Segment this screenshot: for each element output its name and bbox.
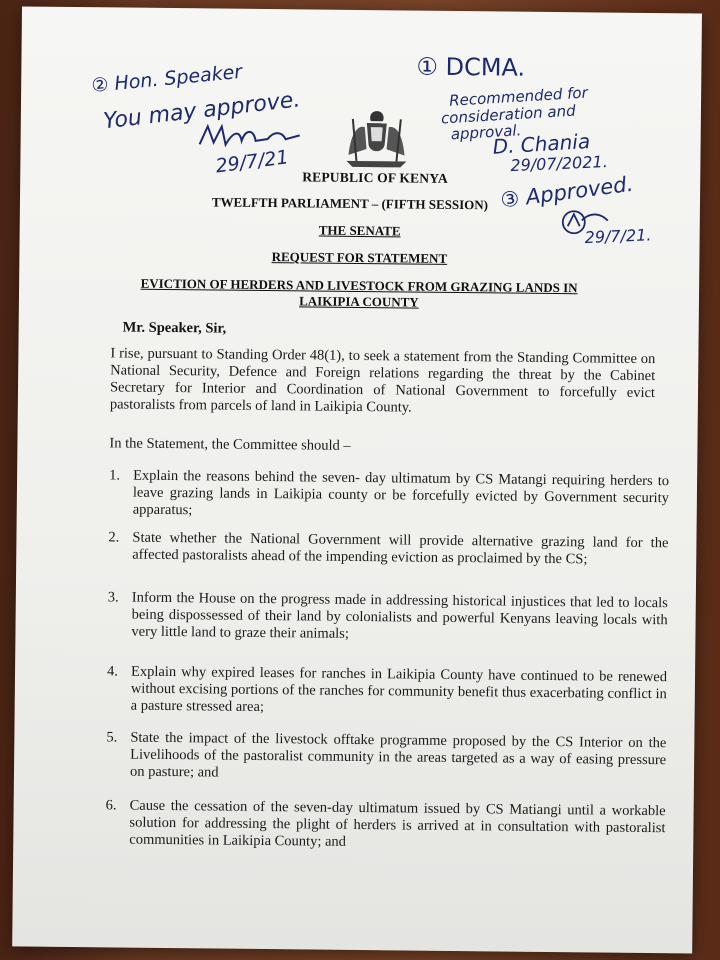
list-item-text: Explain the reasons behind the seven- day ultimatum by CS Matangi requiring herders to leave grazing lands in Laikipia county or be forcefully evicted by Government security apparatus; bbox=[132, 467, 670, 519]
list-item bbox=[107, 589, 668, 646]
handwritten-note-you-may-approve: You may approve. bbox=[102, 87, 302, 135]
list-item-number: 5. bbox=[106, 729, 118, 746]
request-for-statement-heading: REQUEST FOR STATEMENT bbox=[271, 249, 448, 266]
list-item-text: Cause the cessation of the seven-day ultimatum issued by CS Matiangi until a workable solution for addressing the plight of herders is arrived at in consultation with pastoralist communities in Laikipia County; and bbox=[129, 797, 666, 850]
handwritten-date-1: 29/7/21 bbox=[214, 146, 290, 178]
list-item-text: Inform the House on the progress made in addressing historical injustices that led to locals being dispossessed of their land by colonialists and powerful Kenyans leaving locals with very little land to graze their animals; bbox=[131, 589, 668, 642]
republic-of-kenya-heading: REPUBLIC OF KENYA bbox=[302, 169, 448, 186]
handwritten-note-recommended: Recommended for bbox=[448, 83, 589, 110]
handwritten-signature-1 bbox=[196, 120, 306, 151]
request-items-list bbox=[105, 467, 670, 850]
list-item-text: State the impact of the livestock offtake programme proposed by the CS Interior on the Livelihoods of the pastoralist community in the areas targeted as a way of easing pressure on pasture; and bbox=[129, 729, 667, 781]
handwritten-signature-chania: D. Chania bbox=[491, 129, 591, 159]
list-item bbox=[107, 663, 668, 720]
list-item-number: 3. bbox=[107, 589, 119, 606]
list-item bbox=[108, 529, 668, 569]
handwritten-date-2: 29/07/2021. bbox=[510, 152, 609, 176]
list-item-number: 4. bbox=[106, 663, 119, 680]
list-item-number: 1. bbox=[109, 467, 121, 484]
list-item-number: 2. bbox=[108, 529, 120, 546]
intro-paragraph: I rise, pursuant to Standing Order 48(1), to seek a statement from the Standing Committee on National Security, Defence and Foreign relations regarding the threat by the Cabinet Secretary for Interior and Coordination of National Government to forcefully evict pastoralists from parcels of land in Laikipia County. bbox=[109, 345, 656, 416]
committee-lead-line: In the Statement, the Committee should – bbox=[109, 435, 351, 454]
list-item-text: Explain why expired leases for ranches in Laikipia County have continued to be renewed without excising portions of the ranches for community benefit thus exacerbating conflict in a pasture stressed area; bbox=[130, 663, 668, 716]
handwritten-note-hon-speaker: ② Hon. Speaker bbox=[90, 60, 244, 98]
statement-title-line-2: LAIKIPIA COUNTY bbox=[299, 293, 419, 310]
handwritten-note-approved: ③ Approved. bbox=[499, 171, 635, 213]
salutation: Mr. Speaker, Sir, bbox=[122, 319, 227, 337]
parliament-session-heading: TWELFTH PARLIAMENT – (FIFTH SESSION) bbox=[211, 194, 489, 213]
coat-of-arms-emblem bbox=[340, 105, 413, 170]
handwritten-note-dcma: ① DCMA. bbox=[416, 52, 526, 82]
list-item-number: 6. bbox=[105, 797, 117, 814]
list-item-text: State whether the National Government will provide alternative grazing land for the affected pastoralists ahead of the impending eviction as proclaimed by the CS; bbox=[132, 529, 669, 568]
handwritten-note-approval: approval. bbox=[450, 121, 522, 144]
handwritten-note-consideration: consideration and bbox=[440, 101, 577, 128]
senate-heading: THE SENATE bbox=[318, 222, 401, 239]
document-page bbox=[12, 6, 702, 953]
list-item bbox=[109, 467, 670, 524]
statement-title-line-1: EVICTION OF HERDERS AND LIVESTOCK FROM GRAZING LANDS IN bbox=[140, 275, 578, 296]
handwritten-date-3: 29/7/21. bbox=[584, 225, 652, 248]
list-item bbox=[105, 797, 666, 854]
list-item bbox=[106, 729, 667, 786]
